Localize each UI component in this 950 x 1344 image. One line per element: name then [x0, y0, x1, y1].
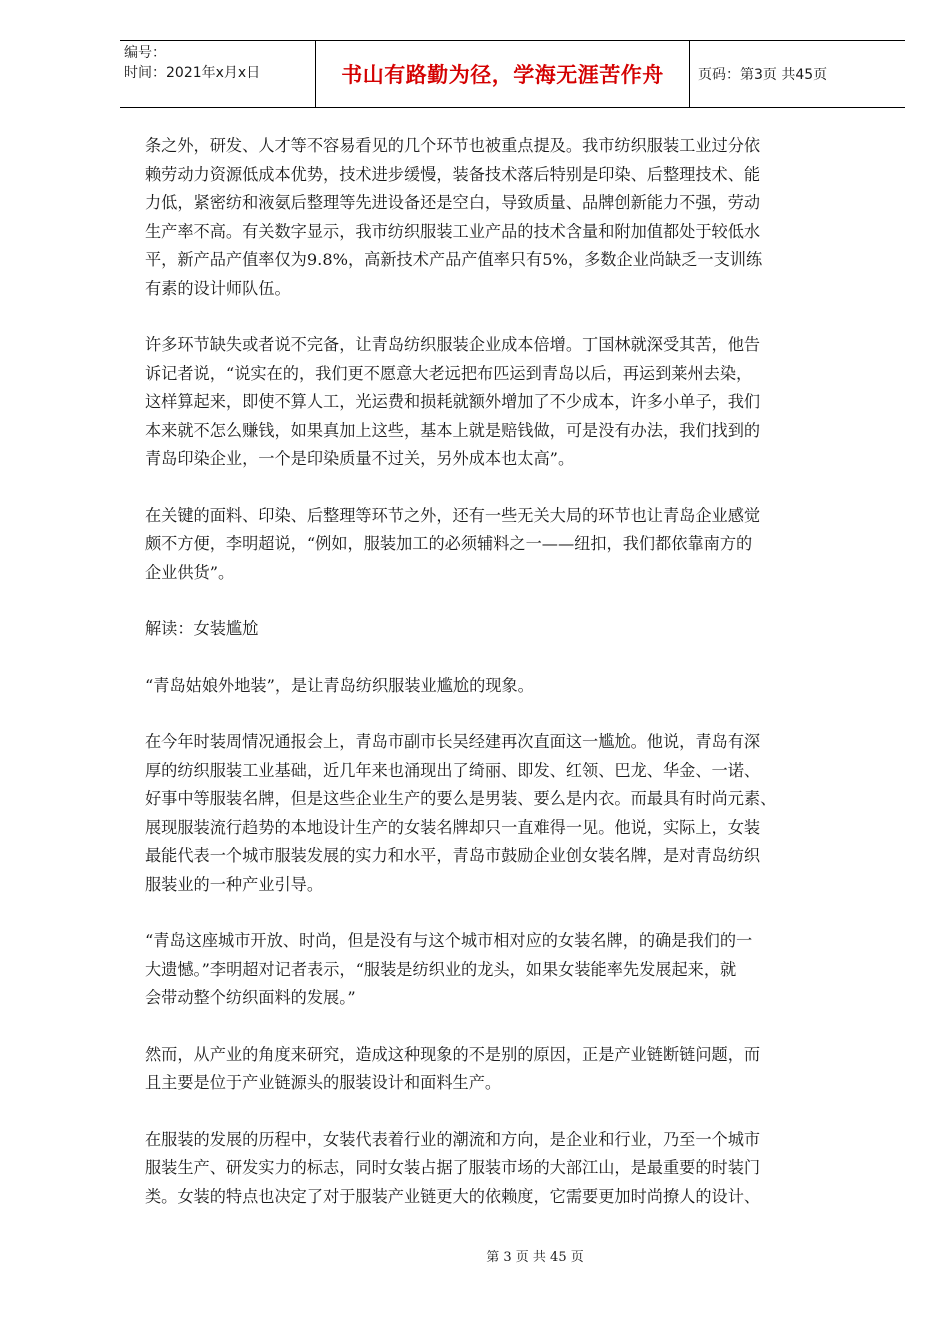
paragraph-line: 平，新产品产值率仅为9.8%，高新技术产品产值率只有5%，多数企业尚缺乏一支训练	[145, 250, 763, 269]
header-meta	[120, 41, 315, 107]
paragraph-line: 会带动整个纺织面料的发展。”	[145, 988, 356, 1007]
paragraph-line: 服装业的一种产业引导。	[145, 874, 324, 894]
paragraph-line: “青岛这座城市开放、时尚，但是没有与这个城市相对应的女装名牌，的确是我们的一	[145, 931, 753, 950]
section-heading	[145, 615, 885, 644]
page-header	[120, 40, 905, 108]
page-footer: 第 3 页 共 45 页	[486, 1250, 584, 1265]
document-body	[145, 132, 885, 1239]
paragraph-line: 本来就不怎么赚钱，如果真加上这些，基本上就是赔钱做，可是没有办法，我们找到的	[145, 420, 761, 440]
paragraph-line: 大遗憾。”李明超对记者表示，“服装是纺织业的龙头，如果女装能率先发展起来，就	[145, 959, 737, 979]
paragraph-line: 这样算起来，即使不算人工，光运费和损耗就额外增加了不少成本，许多小单子，我们	[145, 392, 761, 411]
paragraph-line: 且主要是位于产业链源头的服装设计和面料生产。	[145, 1073, 502, 1092]
paragraph-line: 在今年时装周情况通报会上，青岛市副市长吴经建再次直面这一尴尬。他说，青岛有深	[145, 732, 761, 751]
paragraph-line: 条之外，研发、人才等不容易看见的几个环节也被重点提及。我市纺织服装工业过分依	[145, 136, 761, 155]
paragraph-line: 类。女装的特点也决定了对于服装产业链更大的依赖度，它需要更加时尚撩人的设计、	[145, 1186, 761, 1206]
header-number-label: 编号：	[124, 45, 166, 61]
paragraph	[145, 1041, 885, 1098]
header-page-info: 页码：第3页 共45页	[698, 67, 828, 83]
paragraph-line: 展现服装流行趋势的本地设计生产的女装名牌却只一直难得一见。他说，实际上，女装	[145, 817, 761, 837]
paragraph-line: 赖劳动力资源低成本优势，技术进步缓慢，装备技术落后特别是印染、后整理技术、能	[145, 164, 761, 184]
paragraph-line: 许多环节缺失或者说不完备，让青岛纺织服装企业成本倍增。丁国林就深受其苦，他告	[145, 335, 761, 354]
paragraph-line: “青岛姑娘外地装”，是让青岛纺织服装业尴尬的现象。	[145, 675, 534, 695]
paragraph-line: 力低，紧密纺和液氨后整理等先进设备还是空白，导致质量、品牌创新能力不强，劳动	[145, 193, 761, 212]
paragraph-line: 服装生产、研发实力的标志，同时女装占据了服装市场的大部江山，是最重要的时装门	[145, 1158, 761, 1177]
paragraph	[145, 1126, 885, 1212]
paragraph-line: 有素的设计师队伍。	[145, 278, 291, 298]
header-time-label: 时间：2021年x月x日	[124, 65, 261, 81]
paragraph-line: 生产率不高。有关数字显示，我市纺织服装工业产品的技术含量和附加值都处于较低水	[145, 221, 761, 241]
paragraph	[145, 502, 885, 588]
paragraph	[145, 672, 885, 701]
paragraph	[145, 132, 885, 303]
header-motto: 书山有路勤为径，学海无涯苦作舟	[315, 41, 690, 107]
paragraph-line: 厚的纺织服装工业基础，近几年来也涌现出了绮丽、即发、红领、巴龙、华金、一诺、	[145, 760, 761, 780]
paragraph-line: 最能代表一个城市服装发展的实力和水平，青岛市鼓励企业创女装名牌，是对青岛纺织	[145, 846, 761, 865]
paragraph-line: 颇不方便，李明超说，“例如，服装加工的必须辅料之一——纽扣，我们都依靠南方的	[145, 534, 753, 553]
paragraph-line: 好事中等服装名牌，但是这些企业生产的要么是男装、要么是内衣。而最具有时尚元素、	[145, 789, 777, 808]
paragraph-line: 诉记者说，“说实在的，我们更不愿意大老远把布匹运到青岛以后，再运到莱州去染，	[145, 363, 753, 383]
paragraph	[145, 728, 885, 899]
paragraph-line: 在服装的发展的历程中，女装代表着行业的潮流和方向，是企业和行业，乃至一个城市	[145, 1129, 761, 1149]
paragraph-line: 解读：女装尴尬	[145, 619, 259, 638]
paragraph	[145, 927, 885, 1013]
paragraph	[145, 331, 885, 474]
paragraph-line: 在关键的面料、印染、后整理等环节之外，还有一些无关大局的环节也让青岛企业感觉	[145, 505, 761, 525]
paragraph-line: 企业供货”。	[145, 562, 235, 582]
paragraph-line: 然而，从产业的角度来研究，造成这种现象的不是别的原因，正是产业链断链问题，而	[145, 1044, 761, 1064]
paragraph-line: 青岛印染企业，一个是印染质量不过关，另外成本也太高”。	[145, 449, 575, 468]
